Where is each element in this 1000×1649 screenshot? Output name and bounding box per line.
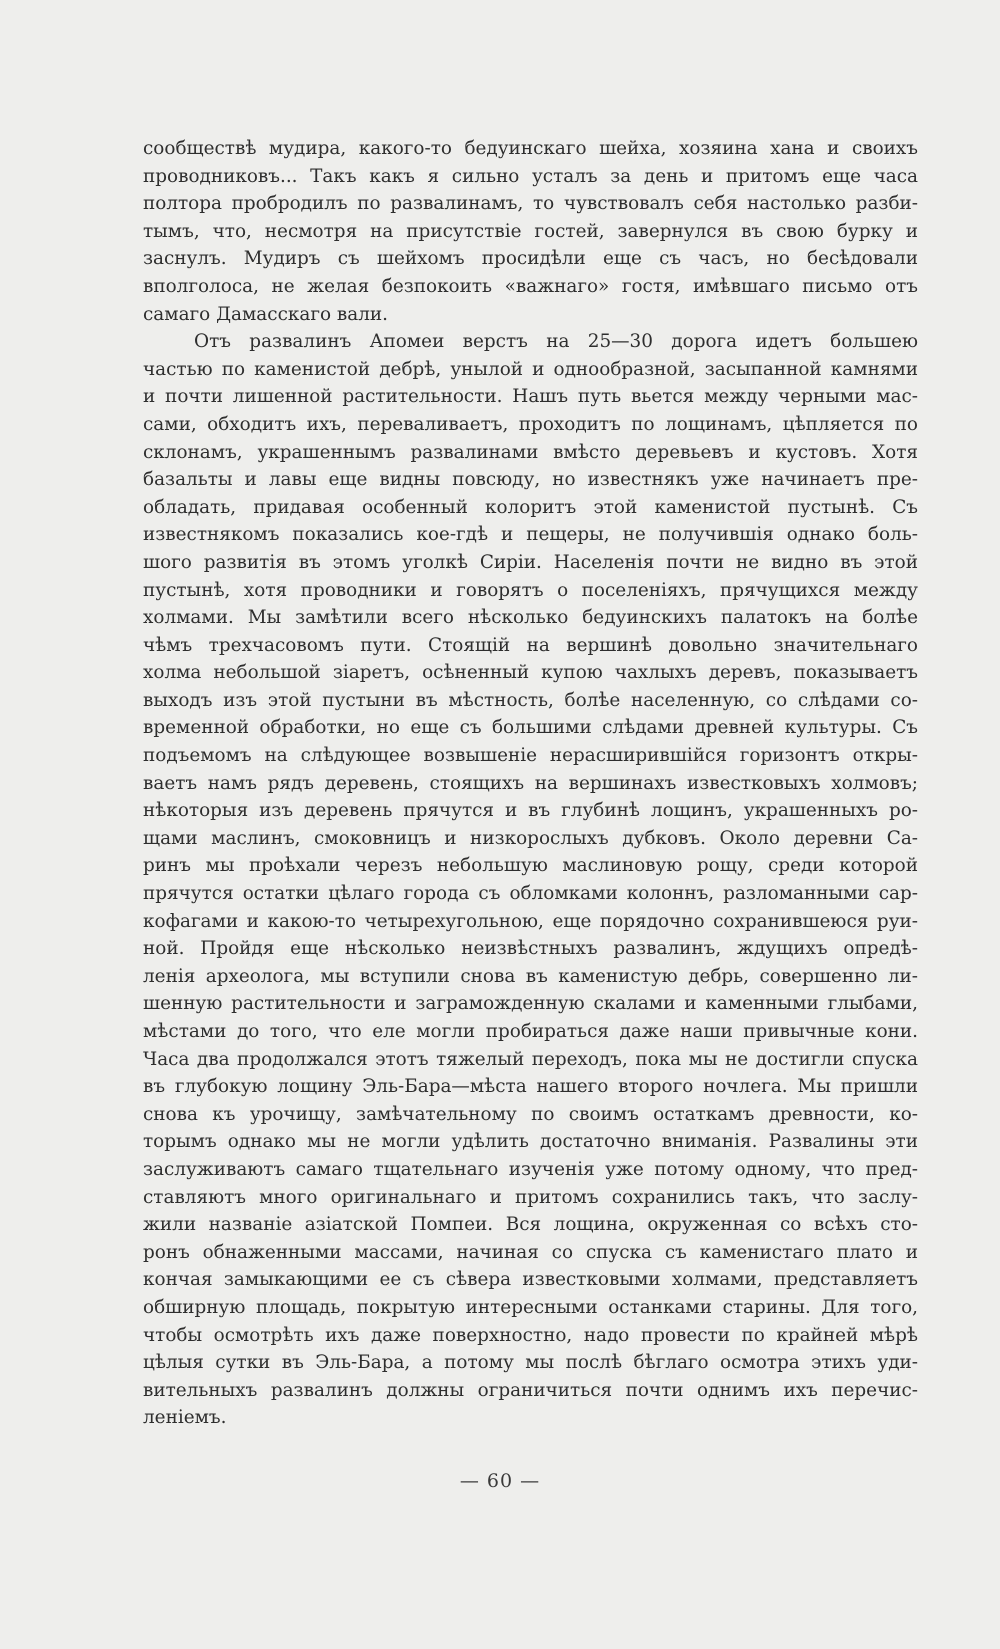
text-line: выходъ изъ этой пустыни въ мѣстность, болѣе населенную, со слѣдами со- <box>143 689 918 711</box>
body-text <box>143 135 918 1432</box>
text-line: чѣмъ трехчасовомъ пути. Стоящій на вершинѣ довольно значительнаго <box>143 634 918 656</box>
text-line: торымъ однако мы не могли удѣлить достаточно вниманія. Развалины эти <box>143 1131 918 1153</box>
text-line: ставляютъ много оригинальнаго и притомъ сохранились такъ, что заслу- <box>143 1186 918 1208</box>
text-line: кофагами и какою-то четырехугольною, еще порядочно сохранившеюся руи- <box>143 910 918 932</box>
text-line: базальты и лавы еще видны повсюду, но известнякъ уже начинаетъ пре- <box>143 469 918 491</box>
text-line: снова къ урочищу, замѣчательному по своимъ остаткамъ древности, ко- <box>143 1103 918 1125</box>
text-line: холмами. Мы замѣтили всего нѣсколько бедуинскихъ палатокъ на болѣе <box>143 607 918 629</box>
text-line: холма небольшой зіаретъ, осѣненный купою чахлыхъ деревъ, показываетъ <box>143 662 918 684</box>
text-line: полтора пробродилъ по развалинамъ, то чувствовалъ себя настолько разби- <box>143 193 918 215</box>
text-line: пустынѣ, хотя проводники и говорятъ о поселеніяхъ, прячущихся между <box>143 579 918 601</box>
paragraph <box>143 135 918 328</box>
text-line: заснулъ. Мудиръ съ шейхомъ просидѣли еще съ часъ, но бесѣдовали <box>143 248 918 270</box>
text-line: ронъ обнаженными массами, начиная со спуска съ каменистаго плато и <box>143 1241 918 1263</box>
text-line: тымъ, что, несмотря на присутствіе гостей, завернулся въ свою бурку и <box>143 220 918 242</box>
text-line: шого развитія въ этомъ уголкѣ Сиріи. Населенія почти не видно въ этой <box>143 551 918 573</box>
text-line: обладать, придавая особенный колоритъ этой каменистой пустынѣ. Съ <box>143 496 918 518</box>
text-line: обширную площадь, покрытую интересными останками старины. Для того, <box>143 1296 918 1318</box>
text-line: ной. Пройдя еще нѣсколько неизвѣстныхъ развалинъ, ждущихъ опредѣ- <box>143 938 918 960</box>
text-line: сами, обходитъ ихъ, переваливаетъ, проходитъ по лощинамъ, цѣпляется по <box>143 413 918 435</box>
text-line: вполголоса, не желая безпокоить «важнаго» гостя, имѣвшаго письмо отъ <box>143 275 918 297</box>
text-line: заслуживаютъ самаго тщательнаго изученія уже потому одному, что пред- <box>143 1158 918 1180</box>
paragraph <box>143 328 918 1432</box>
text-line: прячутся остатки цѣлаго города съ обломками колоннъ, разломанными сар- <box>143 883 918 905</box>
text-line: временной обработки, но еще съ большими слѣдами древней культуры. Съ <box>143 717 918 739</box>
text-line: известнякомъ показались кое-гдѣ и пещеры, не получившія однако боль- <box>143 524 918 546</box>
text-line: леніемъ. <box>143 1407 227 1429</box>
text-line: въ глубокую лощину Эль-Бара—мѣста нашего второго ночлега. Мы пришли <box>143 1076 918 1098</box>
text-line: сообществѣ мудира, какого-то бедуинскаго шейха, хозяина хана и своихъ <box>143 138 918 159</box>
text-line: частью по каменистой дебрѣ, унылой и однообразной, засыпанной камнями <box>143 358 918 380</box>
text-line: цѣлыя сутки въ Эль-Бара, а потому мы послѣ бѣглаго осмотра этихъ уди- <box>143 1352 918 1374</box>
text-line: проводниковъ... Такъ какъ я сильно усталъ за день и притомъ еще часа <box>143 165 918 187</box>
text-line: щами маслинъ, смоковницъ и низкорослыхъ дубковъ. Около деревни Са- <box>143 827 918 849</box>
text-line: самаго Дамасскаго вали. <box>143 303 388 325</box>
text-line: нѣкоторыя изъ деревень прячутся и въ глубинѣ лощинъ, украшенныхъ ро- <box>143 800 918 822</box>
text-line: ленія археолога, мы вступили снова въ каменистую дебрь, совершенно ли- <box>143 965 918 987</box>
text-line: чтобы осмотрѣть ихъ даже поверхностно, надо провести по крайней мѣрѣ <box>143 1324 918 1346</box>
text-line: кончая замыкающими ее съ сѣвера известковыми холмами, представляетъ <box>143 1269 918 1291</box>
page-number: — 60 — <box>459 1470 541 1492</box>
text-line: подъемомъ на слѣдующее возвышеніе нерасширившійся горизонтъ откры- <box>143 745 918 767</box>
text-line: Часа два продолжался этотъ тяжелый переходъ, пока мы не достигли спуска <box>143 1048 918 1070</box>
text-line: шенную растительности и заграможденную скалами и каменными глыбами, <box>143 993 918 1015</box>
text-line: и почти лишенной растительности. Нашъ путь вьется между черными мас- <box>143 386 918 408</box>
text-line: ринъ мы проѣхали черезъ небольшую маслиновую рощу, среди которой <box>143 855 918 877</box>
text-line: ваетъ намъ рядъ деревень, стоящихъ на вершинахъ известковыхъ холмовъ; <box>143 772 918 794</box>
text-line: вительныхъ развалинъ должны ограничиться почти однимъ ихъ перечис- <box>143 1379 918 1401</box>
text-line: Отъ развалинъ Апомеи верстъ на 25—30 дорога идетъ большею <box>194 331 918 353</box>
text-line: жили названіе азіатской Помпеи. Вся лощина, окруженная со всѣхъ сто- <box>143 1214 918 1236</box>
text-line: мѣстами до того, что еле могли пробираться даже наши привычные кони. <box>143 1021 918 1042</box>
text-line: склонамъ, украшеннымъ развалинами вмѣсто деревьевъ и кустовъ. Хотя <box>143 441 918 463</box>
